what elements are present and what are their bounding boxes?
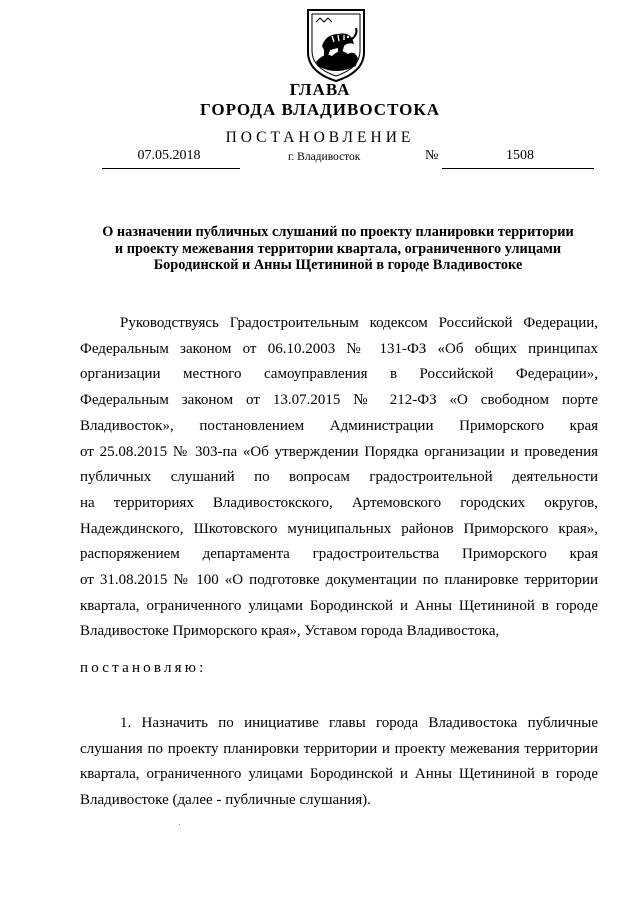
text-line: Федеральным законом от 13.07.2015 № 212-ФЗ «О свободном порте: [80, 392, 598, 409]
document-city: г. Владивосток: [288, 151, 361, 163]
scan-speck: [179, 824, 180, 825]
text-line: Владивостоке Приморского края», Уставом города Владивостока,: [80, 623, 500, 640]
text-line: Руководствуясь Градостроительным кодексом Российской Федерации,: [120, 315, 598, 331]
item-1-paragraph: [80, 711, 598, 814]
date-number-line: [0, 148, 640, 174]
coat-of-arms-icon: [302, 6, 370, 84]
heading-head: ГЛАВА: [289, 80, 351, 99]
preamble-paragraph: [80, 311, 598, 645]
text-line: распоряжением департамента градостроительства Приморского края: [80, 546, 598, 563]
document-title: [70, 224, 606, 274]
heading-city: ГОРОДА ВЛАДИВОСТОКА: [199, 100, 441, 119]
text-line: на территориях Владивостокского, Артемовского городских округов,: [80, 494, 598, 511]
title-line: О назначении публичных слушаний по проекту планировки территории: [102, 224, 574, 240]
text-line: Владивосток», постановлением Администрации Приморского края: [80, 417, 598, 434]
text-line: 1. Назначить по инициативе главы города Владивостока публичные: [120, 715, 598, 731]
number-underline: [442, 168, 594, 169]
text-line: квартала, ограниченного улицами Бородинской и Анны Щетининой в городе: [80, 597, 598, 614]
title-line: и проекту межевания территории квартала, ограниченного улицами: [114, 240, 562, 257]
title-line: Бородинской и Анны Щетининой в городе Владивостоке: [153, 257, 523, 273]
text-line: от 31.08.2015 № 100 «О подготовке документации по планировке территории: [80, 572, 598, 589]
text-line: от 25.08.2015 № 303-па «Об утверждении Порядка организации и проведения: [80, 443, 598, 460]
text-line: публичных слушаний по вопросам градостроительной деятельности: [80, 469, 598, 486]
text-line: слушания по проекту планировки территории и проекту межевания территории: [80, 740, 598, 757]
text-line: квартала, ограниченного улицами Бородинской и Анны Щетининой в городе: [80, 766, 598, 783]
number-sign: №: [425, 148, 439, 163]
date-underline: [102, 168, 240, 169]
document-date: 07.05.2018: [137, 148, 201, 163]
text-line: организации местного самоуправления в Российской Федерации»,: [80, 366, 598, 383]
text-line: Надеждинского, Шкотовского муниципальных районов Приморского края»,: [80, 520, 598, 537]
document-type: ПОСТАНОВЛЕНИЕ: [225, 129, 415, 146]
document-number: 1508: [506, 148, 534, 163]
text-line: Владивостоке (далее - публичные слушания).: [80, 792, 371, 809]
text-line: Федеральным законом от 06.10.2003 № 131-ФЗ «Об общих принципах: [80, 340, 598, 357]
decree-word: постановляю:: [80, 660, 207, 676]
